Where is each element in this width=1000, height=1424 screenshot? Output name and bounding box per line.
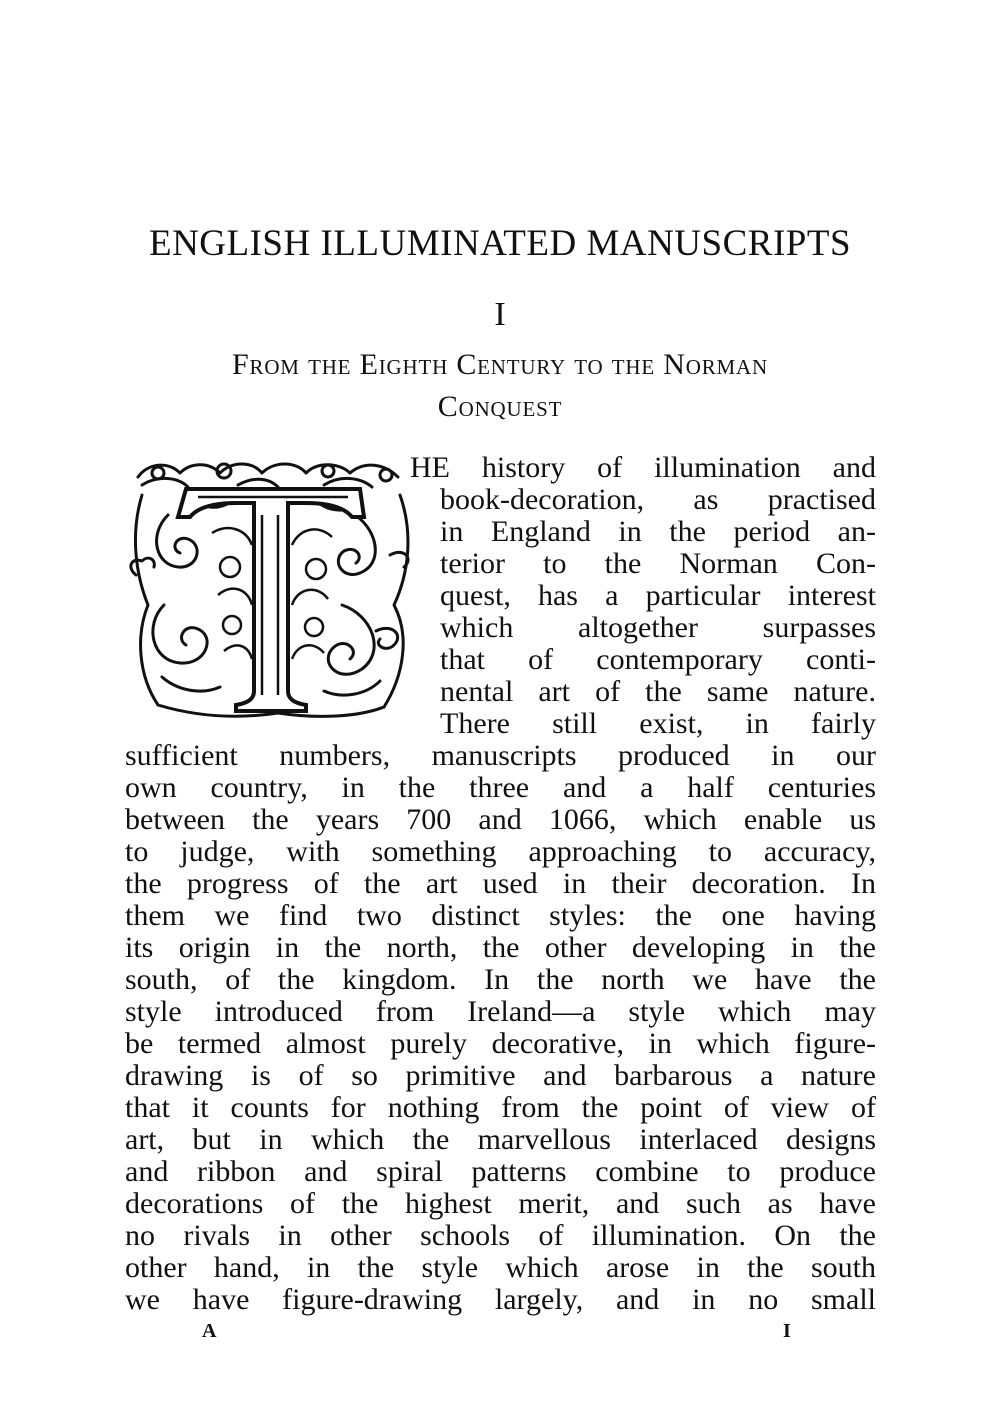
text-line: HE history of illumination and [410, 451, 876, 484]
page-number: I [783, 1320, 791, 1342]
text-line: There still exist, in fairly [440, 707, 876, 740]
book-title: ENGLISH ILLUMINATED MANUSCRIPTS [148, 223, 852, 264]
text-line: between the years 700 and 1066, which enable us [125, 803, 876, 836]
text-line: book-decoration, as practised [440, 483, 876, 516]
text-line: them we find two distinct styles: the one having [125, 899, 876, 932]
text-line: be termed almost purely decorative, in which figure- [125, 1027, 876, 1060]
text-line: decorations of the highest merit, and such as have [125, 1187, 876, 1220]
text-line: drawing is of so primitive and barbarous a nature [125, 1059, 876, 1092]
illuminated-initial-t [128, 455, 416, 725]
chapter-number: I [494, 296, 506, 333]
text-line: that it counts for nothing from the point of view of [125, 1091, 876, 1124]
text-line: we have figure-drawing largely, and in no small [125, 1283, 876, 1316]
signature-mark: A [202, 1320, 217, 1342]
text-line: art, but in which the marvellous interlaced designs [125, 1123, 876, 1156]
text-line: in England in the period an- [440, 515, 876, 548]
text-line: terior to the Norman Con- [440, 547, 876, 580]
text-line: the progress of the art used in their decoration. In [125, 867, 876, 900]
text-line: own country, in the three and a half centuries [125, 771, 876, 804]
text-line: south, of the kingdom. In the north we have the [125, 963, 876, 996]
text-line: to judge, with something approaching to accuracy, [125, 835, 876, 868]
text-line: quest, has a particular interest [440, 579, 876, 612]
text-line: and ribbon and spiral patterns combine to produce [125, 1155, 876, 1188]
text-line: nental art of the same nature. [440, 675, 876, 708]
text-line: its origin in the north, the other developing in the [125, 931, 876, 964]
text-line: that of contemporary conti- [440, 643, 876, 676]
chapter-title-line-2: Conquest [437, 390, 563, 423]
text-line: other hand, in the style which arose in the south [125, 1251, 876, 1284]
text-line: no rivals in other schools of illumination. On the [125, 1219, 876, 1252]
text-line: style introduced from Ireland—a style which may [125, 995, 876, 1028]
chapter-title-line-1: From the Eighth Century to the Norman [232, 348, 768, 381]
text-line: sufficient numbers, manuscripts produced in our [125, 739, 876, 772]
text-line: which altogether surpasses [440, 611, 876, 644]
